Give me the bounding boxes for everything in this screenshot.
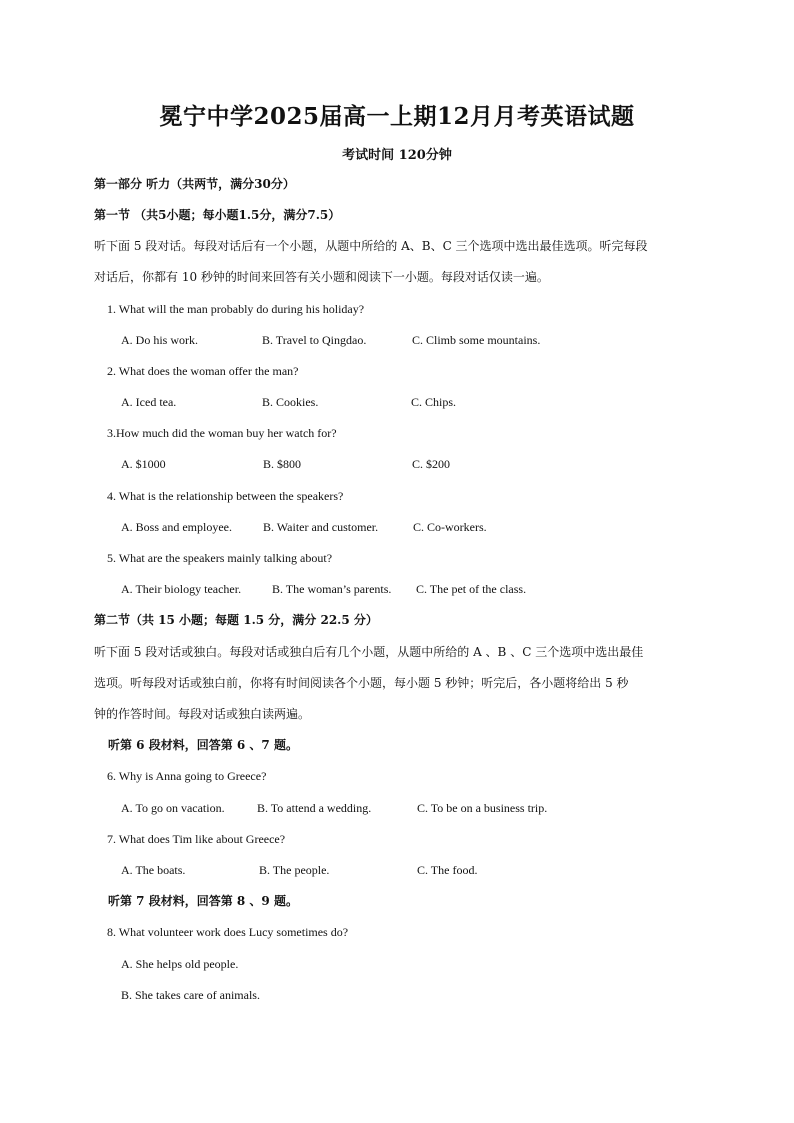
- section1-heading: 第一节 （共5小题；每小题1.5分，满分7.5）: [94, 208, 341, 222]
- option-c: C. Co-workers.: [413, 520, 487, 534]
- question-8-option-a: A. She helps old people.: [121, 957, 239, 971]
- option-b: B. Cookies.: [262, 395, 319, 409]
- section2-instructions-line1: 听下面 5 段对话或独白。每段对话或独白后有几个小题，从题中所给的 A 、B 、C 三个选项中选出最佳: [94, 645, 644, 659]
- option-c: C. To be on a business trip.: [417, 801, 548, 815]
- option-a: A. Their biology teacher.: [121, 582, 242, 596]
- exam-duration: 考试时间 120分钟: [342, 148, 452, 163]
- option-c: C. Climb some mountains.: [412, 333, 541, 347]
- option-c: C. The food.: [417, 863, 478, 877]
- section2-instructions-line2: 选项。听每段对话或独白前，你将有时间阅读各个小题，每小题 5 秒钟；听完后，各小题将给出 5 秒: [94, 676, 629, 690]
- exam-title: 冕宁中学2025届高一上期12月月考英语试题: [159, 103, 635, 130]
- option-c: C. $200: [412, 457, 451, 471]
- question-4: 4. What is the relationship between the speakers?: [107, 489, 344, 503]
- option-a: A. The boats.: [121, 863, 186, 877]
- option-a: A. Iced tea.: [121, 395, 177, 409]
- question-8: 8. What volunteer work does Lucy sometimes do?: [107, 925, 349, 939]
- part-heading: 第一部分 听力（共两节，满分30分）: [94, 177, 295, 191]
- section2-heading: 第二节（共 15 小题；每题 1.5 分，满分 22.5 分）: [94, 613, 378, 627]
- question-5: 5. What are the speakers mainly talking about?: [107, 551, 333, 565]
- option-b: B. Waiter and customer.: [263, 520, 379, 534]
- material-6-heading: 听第 6 段材料，回答第 6 、7 题。: [108, 738, 298, 752]
- question-2: 2. What does the woman offer the man?: [107, 364, 299, 378]
- option-c: C. The pet of the class.: [416, 582, 527, 596]
- option-a: A. To go on vacation.: [121, 801, 225, 815]
- material-7-heading: 听第 7 段材料，回答第 8 、9 题。: [108, 894, 298, 908]
- option-b: B. Travel to Qingdao.: [262, 333, 367, 347]
- section1-instructions-line1: 听下面 5 段对话。每段对话后有一个小题，从题中所给的 A、B、C 三个选项中选出最佳选项。听完每段: [94, 239, 648, 253]
- section2-instructions-line3: 钟的作答时间。每段对话或独白读两遍。: [94, 707, 311, 721]
- option-b: B. The woman’s parents.: [272, 582, 392, 596]
- option-c: C. Chips.: [411, 395, 457, 409]
- option-b: B. To attend a wedding.: [257, 801, 372, 815]
- option-b: B. $800: [263, 457, 302, 471]
- question-3: 3.How much did the woman buy her watch for?: [107, 426, 337, 440]
- option-a: A. $1000: [121, 457, 166, 471]
- question-8-option-b: B. She takes care of animals.: [121, 988, 260, 1002]
- question-7: 7. What does Tim like about Greece?: [107, 832, 286, 846]
- option-a: A. Do his work.: [121, 333, 198, 347]
- section1-instructions-line2: 对话后，你都有 10 秒钟的时间来回答有关小题和阅读下一小题。每段对话仅读一遍。: [94, 270, 549, 284]
- option-a: A. Boss and employee.: [121, 520, 232, 534]
- question-1: 1. What will the man probably do during his holiday?: [107, 302, 365, 316]
- question-6: 6. Why is Anna going to Greece?: [107, 769, 267, 783]
- option-b: B. The people.: [259, 863, 330, 877]
